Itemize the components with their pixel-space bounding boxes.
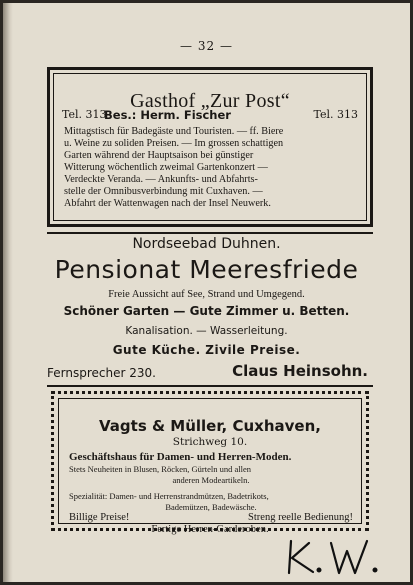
pension-phone: Fernsprecher 230. [47,366,156,380]
ad-gasthof-zur-post [47,67,373,227]
pension-line: Freie Aussicht auf See, Strand und Umgegend. [108,289,305,300]
place-name: Nordseebad Duhnen. [132,236,281,252]
ad-body-line: u. Weine zu soliden Preisen. — Im grossen schattigen [64,138,284,149]
ad-lead-line: Geschäftshaus für Damen- und Herren-Moden. [69,451,292,463]
ad-body-line: Mittagstisch für Badegäste und Touristen. — ff. Biere [64,126,284,137]
handwritten-initials-mark [283,535,393,579]
ad-specialty-text [69,491,353,512]
ad-small-line: Stets Neuheiten in Blusen, Röcken, Gürteln und allen [69,464,252,474]
ad-small-line: Bademützen, Badewäsche. [165,501,257,512]
ad-title: Vagts & Müller, Cuxhaven, [99,417,321,435]
ad-small-line: Spezialität: Damen- und Herrenstrandmützen, Badetrikots, [69,491,269,501]
ad-body-line: Abfahrt der Wattenwagen nach der Insel Neuwerk. [64,198,271,209]
ad-slogan-right: Streng reelle Bedienung! [248,512,353,523]
pension-owner: Claus Heinsohn. [232,362,368,380]
owner-name: Bes.: Herm. Fischer [104,108,231,122]
ad-body-line: stelle der Omnibusverbindung mit Cuxhaven. — [64,186,263,197]
telephone-right: Tel. 313 [313,108,358,121]
ad-vagts-mueller [51,391,369,535]
ad-inner-border [53,73,367,221]
ad-small-line: anderen Modeartikeln. [172,474,250,485]
ad-body-text [64,126,358,210]
pension-line: Schöner Garten — Gute Zimmer u. Betten. [63,304,350,318]
ad-small-text [69,464,353,485]
pension-line: Gute Küche. Zivile Preise. [112,343,301,357]
ad-body-line: Verdeckte Veranda. — Ankunfts- und Abfahrts- [64,174,258,185]
divider-rule [47,385,373,387]
divider-rule [47,232,373,234]
pension-line: Kanalisation. — Wasserleitung. [125,325,288,337]
ad-street: Strichweg 10. [172,436,248,448]
ad-body-line: Witterung wöchentlich zweimal Gartenkonzert — [64,162,268,173]
ad-title: Gasthof „Zur Post“ [130,90,290,112]
ad-inner-border [58,398,362,535]
ad-slogan-left: Billige Preise! [69,512,130,523]
pension-name: Pensionat Meeresfriede [54,255,359,284]
page-number: — 32 — [180,39,233,53]
book-page [3,3,410,582]
ad-body-line: Garten während der Hauptsaison bei günstiger [64,150,254,161]
telephone-left: Tel. 313 [62,108,107,121]
ad-last-line: Fertige Herren-Garderoben. [151,524,269,535]
